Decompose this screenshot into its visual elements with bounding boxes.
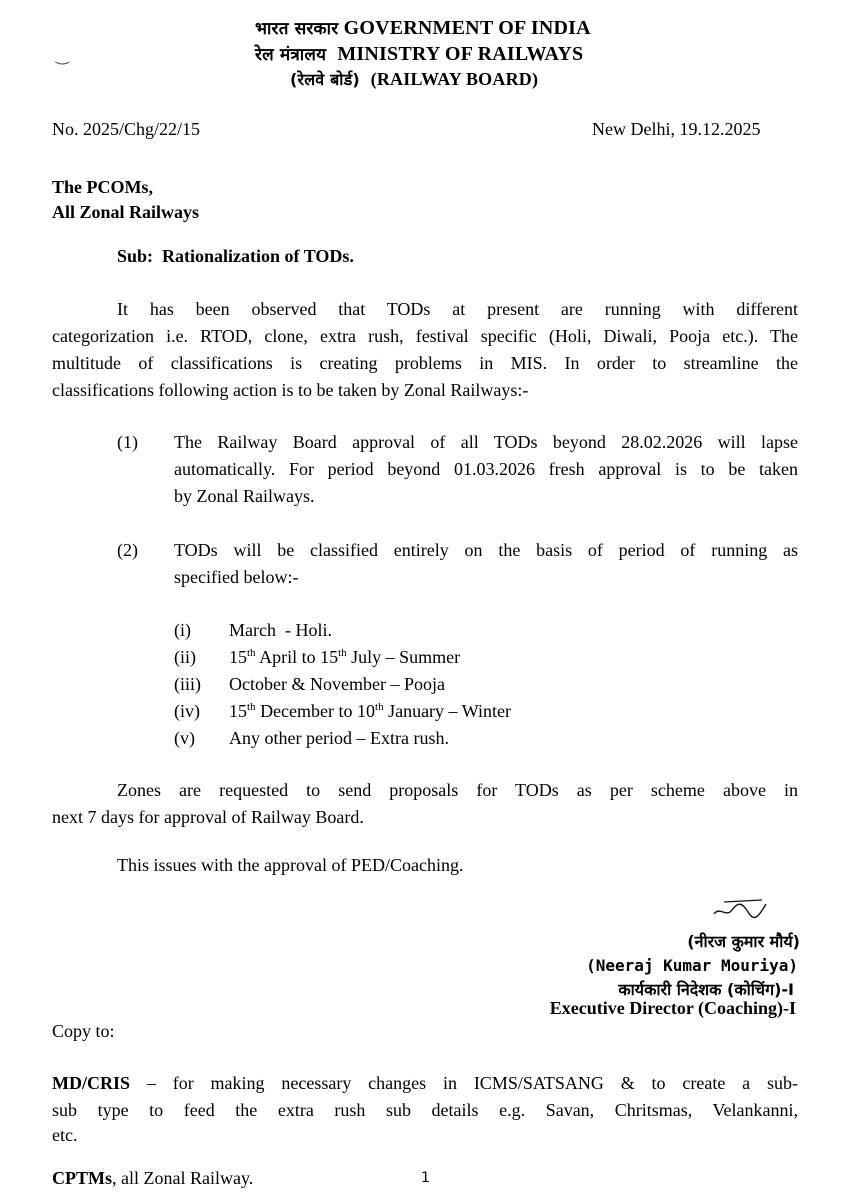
place-date: New Delhi, 19.12.2025: [592, 119, 761, 139]
period-2-ordinal-1: th: [247, 647, 256, 659]
period-2-day-1: 15: [229, 647, 247, 667]
period-4-ordinal-1: th: [247, 701, 256, 713]
addressee-line-1: The PCOMs,: [52, 177, 153, 197]
zones-line-2: next 7 days for approval of Railway Board.: [52, 807, 364, 827]
period-5-text: Any other period – Extra rush.: [229, 728, 449, 748]
header-en-2: MINISTRY OF RAILWAYS: [337, 43, 584, 65]
period-2-number: (ii): [174, 647, 196, 667]
scan-mark: ‿: [56, 48, 69, 65]
copy-to-label: Copy to:: [52, 1021, 115, 1041]
handwritten-initials: [710, 892, 770, 926]
period-3-number: (iii): [174, 674, 201, 694]
period-4-day-2: 10: [357, 701, 376, 721]
header-en-3: (RAILWAY BOARD): [370, 69, 539, 89]
copy-cptm-recipient: CPTMs: [52, 1168, 112, 1188]
period-4-mid: December to: [255, 701, 358, 721]
period-2-day-2: 15: [320, 647, 339, 667]
signatory-designation-hindi: कार्यकारी निदेशक (कोचिंग)-I: [618, 980, 794, 999]
reference-number: No. 2025/Chg/22/15: [52, 119, 201, 139]
point-1-number: (1): [117, 432, 138, 452]
copy-md-text-1: – for making necessary changes in ICMS/SATSANG & to create a sub-: [130, 1073, 798, 1093]
period-5-number: (v): [174, 728, 195, 748]
period-4-text: [229, 701, 511, 722]
point-1-line-2: automatically. For period beyond 01.03.2026 fresh approval is to be taken: [174, 459, 798, 479]
header-hindi-1: भारत सरकार: [255, 19, 339, 39]
signatory-name-english: (Neeraj Kumar Mouriya): [586, 956, 798, 975]
subject: Sub: Rationalization of TODs.: [117, 246, 354, 266]
approval-note: This issues with the approval of PED/Coaching.: [117, 855, 464, 875]
period-2-ordinal-2: th: [338, 647, 347, 659]
copy-md-line-3: etc.: [52, 1125, 78, 1145]
header-hindi-2: रेल मंत्रालय: [255, 45, 327, 65]
zones-line-1: Zones are requested to send proposals for TODs as per scheme above in: [117, 780, 798, 800]
intro-line-1: It has been observed that TODs at present are running with different: [117, 299, 798, 319]
period-2-rest: July – Summer: [346, 647, 461, 667]
period-3-text: October & November – Pooja: [229, 674, 445, 694]
header-line-2: [255, 42, 583, 66]
header-line-3: [290, 68, 538, 90]
signatory-name-hindi: (नीरज कुमार मौर्य): [687, 932, 800, 951]
page-number: 1: [421, 1170, 430, 1186]
intro-line-2: categorization i.e. RTOD, clone, extra rush, festival specific (Holi, Diwali, Pooja etc.). The: [52, 326, 798, 346]
signatory-designation-english: Executive Director (Coaching)-I: [549, 998, 796, 1018]
period-4-rest: January – Winter: [383, 701, 511, 721]
signature-scribble-icon: [710, 892, 770, 926]
copy-cptm-text: , all Zonal Railway.: [112, 1168, 254, 1188]
period-4-ordinal-2: th: [375, 701, 384, 713]
period-2-mid: April to: [255, 647, 321, 667]
point-1-line-3: by Zonal Railways.: [174, 486, 315, 506]
header-hindi-3: (रेलवे बोर्ड): [290, 70, 360, 89]
period-2-text: [229, 647, 460, 668]
period-4-number: (iv): [174, 701, 200, 721]
header-en-1: GOVERNMENT OF INDIA: [343, 17, 591, 39]
point-1-line-1: The Railway Board approval of all TODs beyond 28.02.2026 will lapse: [174, 432, 798, 452]
copy-md-recipient: MD/CRIS: [52, 1073, 131, 1093]
copy-md-line-1: [52, 1073, 798, 1094]
point-2-line-1: TODs will be classified entirely on the basis of period of running as: [174, 540, 798, 560]
point-2-line-2: specified below:-: [174, 567, 299, 587]
period-4-day-1: 15: [229, 701, 247, 721]
intro-line-4: classifications following action is to be taken by Zonal Railways:-: [52, 380, 529, 400]
copy-md-line-2: sub type to feed the extra rush sub details e.g. Savan, Chritsmas, Velankanni,: [52, 1100, 798, 1120]
period-1-number: (i): [174, 620, 191, 640]
copy-cptm-line: [52, 1168, 253, 1189]
addressee-line-2: All Zonal Railways: [52, 202, 200, 222]
period-1-text: March - Holi.: [229, 620, 332, 640]
point-2-number: (2): [117, 540, 138, 560]
header-line-1: [255, 16, 591, 40]
intro-line-3: multitude of classifications is creating problems in MIS. In order to streamline the: [52, 353, 798, 373]
